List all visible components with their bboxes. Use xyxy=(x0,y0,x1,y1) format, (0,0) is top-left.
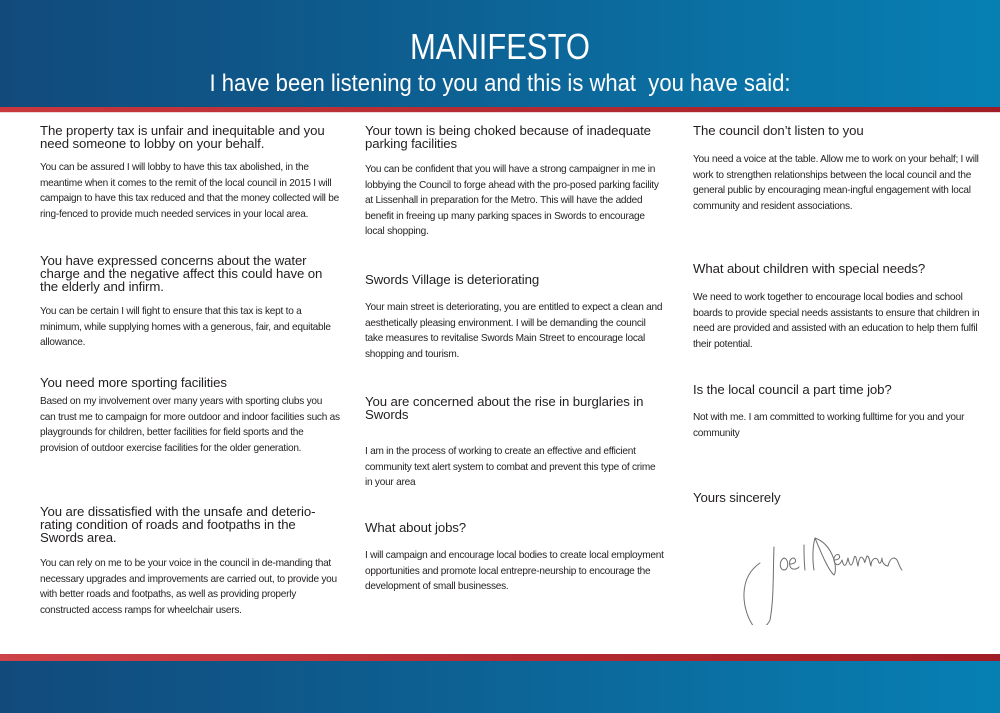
closing-salutation xyxy=(693,491,993,504)
header-banner xyxy=(0,0,1000,107)
header-stripe-highlight xyxy=(0,112,1000,113)
section-body: We need to work together to encourage local bodies and school boards to provide special needs assistants to ensure that children in need are provided and assisted with an education to help them fulfil their potential. xyxy=(693,292,980,350)
section-heading: Is the local council a part time job? xyxy=(693,382,892,397)
section-body: Not with me. I am committed to working fulltime for you and your community xyxy=(693,412,965,439)
section-heading: You have expressed concerns about the water charge and the negative affect this could have on the elderly and infirm. xyxy=(40,253,323,294)
section-body: You can rely on me to be your voice in the council in de-manding that necessary upgrades and improvements are carried out, to provide you with better roads and footpaths, as well as providing properly constructed access ramps for wheelchair users. xyxy=(40,558,337,616)
section-sporting-facilities xyxy=(40,376,340,456)
section-property-tax xyxy=(40,124,340,222)
section-body: Your main street is deteriorating, you are entitled to expect a clean and aesthetically pleasing environment. I will be demanding the council take measures to revitalise Swords Main Street to encourage local shopping and tourism. xyxy=(365,302,663,360)
section-heading: You are dissatisfied with the unsafe and deterio-rating condition of roads and footpaths in the Swords area. xyxy=(40,504,316,545)
section-council-listen xyxy=(693,124,993,214)
section-special-needs xyxy=(693,262,993,352)
section-heading: What about jobs? xyxy=(365,520,467,535)
section-heading: The council don’t listen to you xyxy=(693,123,864,138)
page-subtitle: I have been listening to you and this is what you have said: xyxy=(209,70,791,97)
section-body: You can be assured I will lobby to have this tax abolished, in the meantime when it comes to the remit of the local council in 2015 I will campaign to have this tax reduced and that the money collected will be ring-fenced to provide much needed services in your local area. xyxy=(40,162,339,220)
section-body: You need a voice at the table. Allow me to work on your behalf; I will work to strengthen relationships between the local council and the general public by encouraging mean-ingful engagement with local community and resident associations. xyxy=(693,154,979,212)
section-body: I will campaign and encourage local bodies to create local employment opportunities and promote local entrepre-neurship to encourage the development of small businesses. xyxy=(365,550,664,593)
salutation-text: Yours sincerely xyxy=(693,490,781,505)
section-body: You can be certain I will fight to ensure that this tax is kept to a minimum, while supplying homes with a generous, fair, and equitable allowance. xyxy=(40,306,331,349)
section-parking xyxy=(365,124,665,240)
section-body: I am in the process of working to create an effective and efficient community text alert system to combat and prevent this type of crime in your area xyxy=(365,446,656,489)
signature-joe-newman xyxy=(740,520,950,625)
section-burglaries xyxy=(365,395,665,491)
section-jobs xyxy=(365,521,665,595)
section-part-time-job xyxy=(693,383,993,441)
section-heading: You are concerned about the rise in burglaries in Swords xyxy=(365,394,644,422)
footer-red-stripe xyxy=(0,654,1000,661)
section-heading: What about children with special needs? xyxy=(693,261,926,276)
page-title: MANIFESTO xyxy=(409,26,591,67)
section-body: You can be confident that you will have a strong campaigner in me in lobbying the Council to forge ahead with the pro-posed parking facility at Lissenhall in preparation for the Metro. This will have the added benefit in freeing up many parking spaces in Swords to encourage local shopping. xyxy=(365,164,659,238)
section-heading: You need more sporting facilities xyxy=(40,375,227,390)
section-heading: Swords Village is deteriorating xyxy=(365,272,540,287)
footer-banner xyxy=(0,661,1000,713)
section-heading: Your town is being choked because of inadequate parking facilities xyxy=(365,123,651,151)
section-water-charge xyxy=(40,254,340,351)
section-swords-village xyxy=(365,273,665,362)
section-body: Based on my involvement over many years with sporting clubs you can trust me to campaign for more outdoor and indoor facilities such as playgrounds for children, better facilities for field sports and the provision of outdoor exercise facilities for the older generation. xyxy=(40,396,340,454)
section-roads-footpaths xyxy=(40,505,340,618)
section-heading: The property tax is unfair and inequitable and you need someone to lobby on your behalf. xyxy=(40,123,325,151)
